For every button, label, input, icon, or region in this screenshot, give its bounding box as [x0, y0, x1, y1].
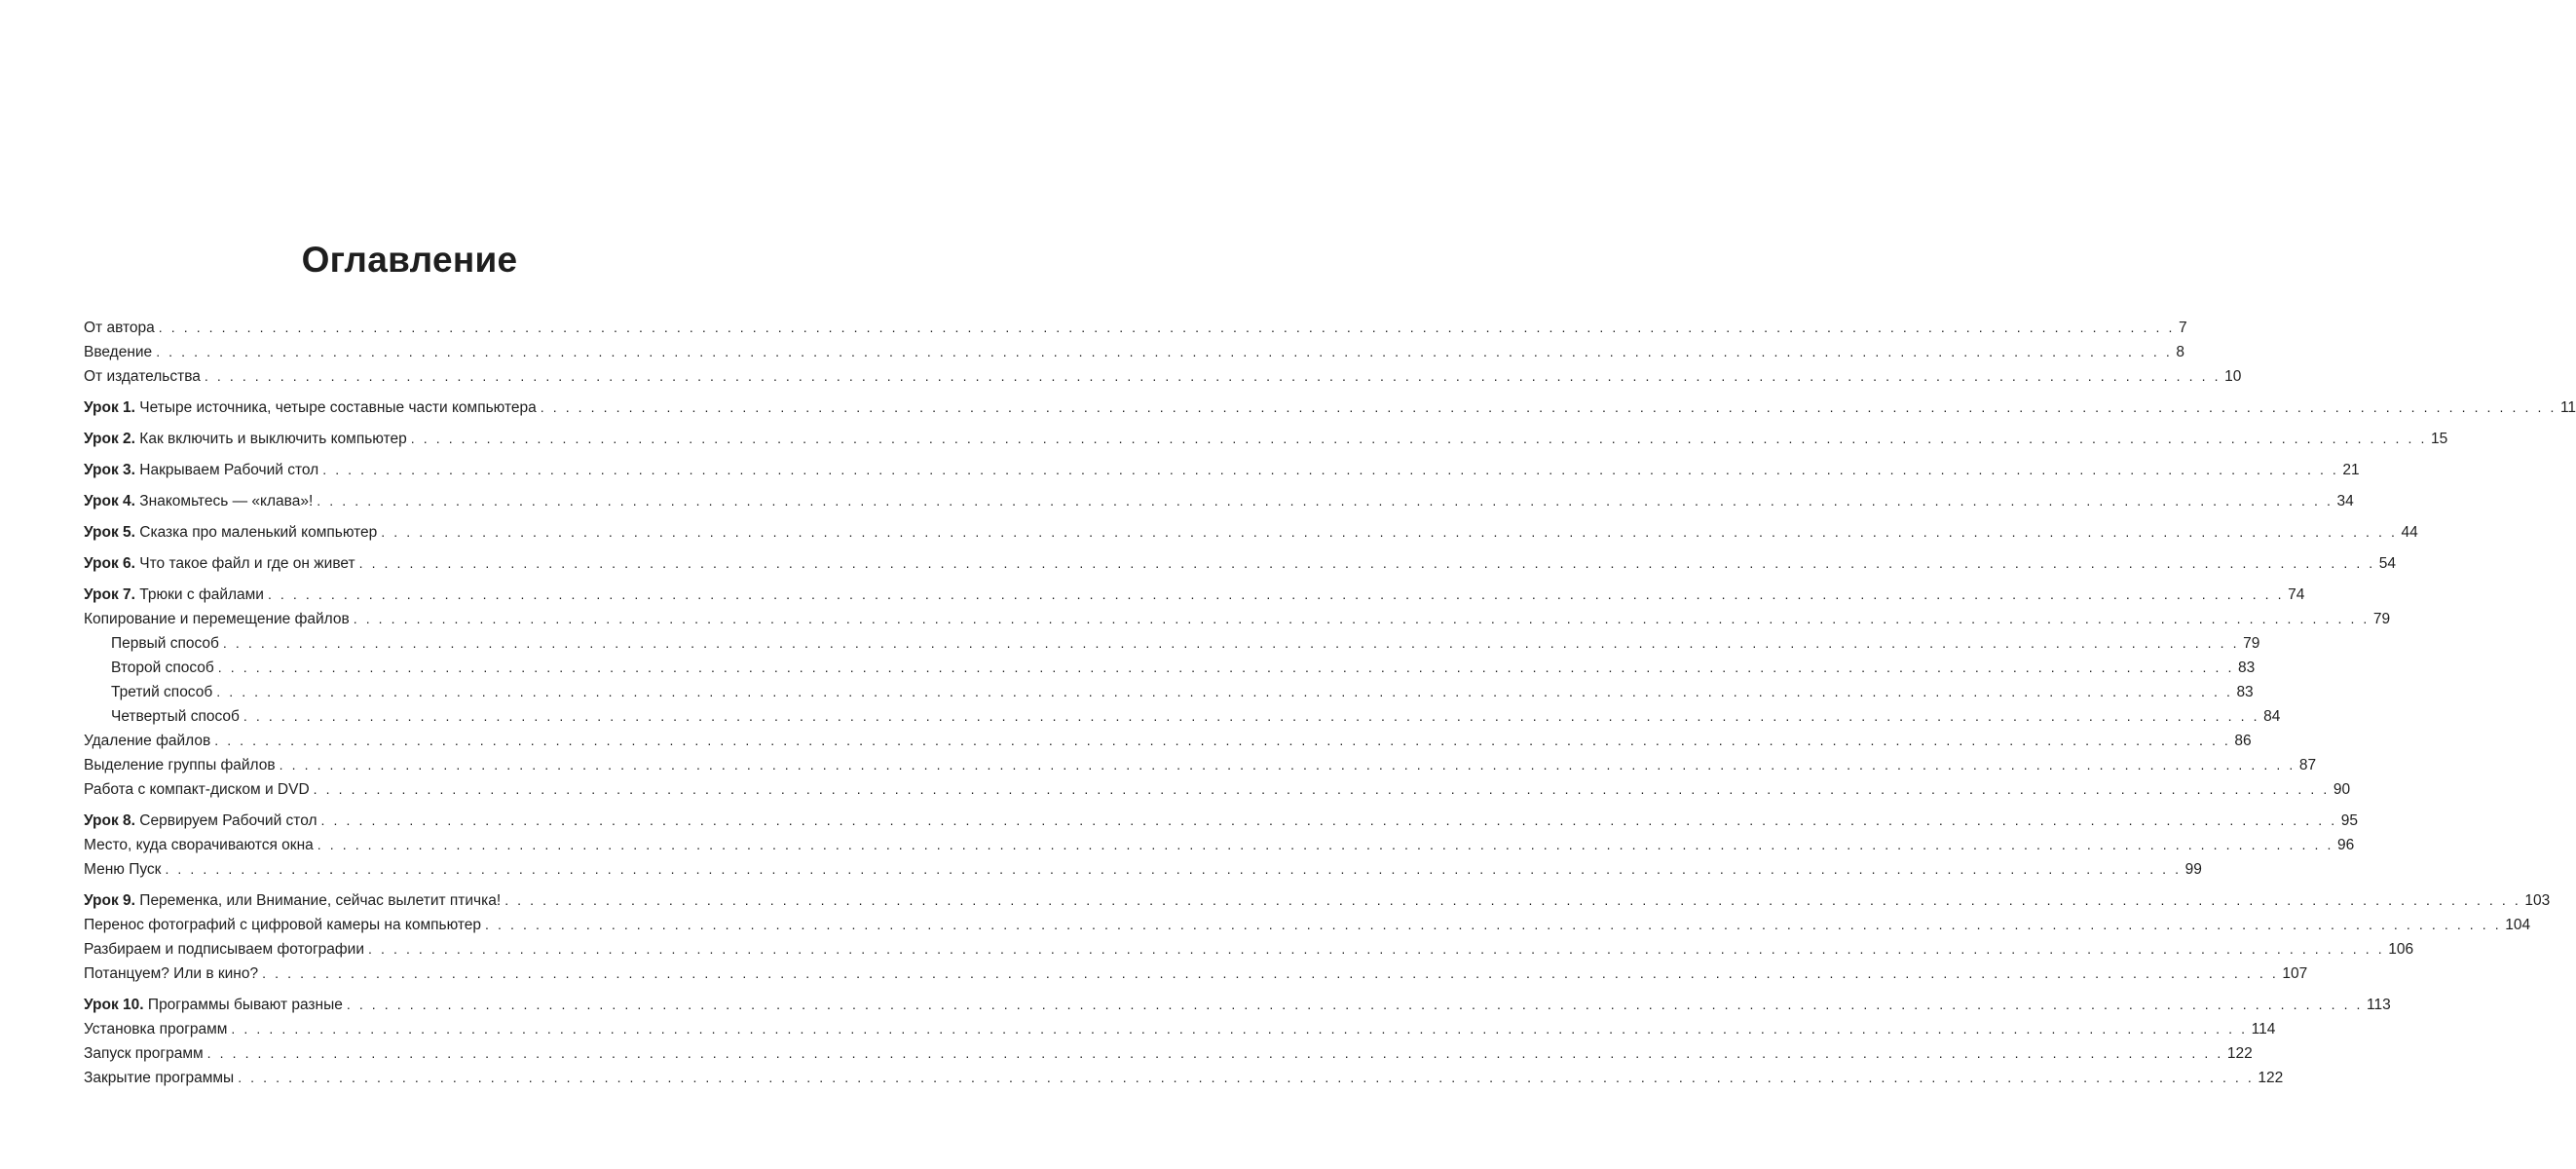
toc-page-number: 106 — [2388, 941, 2414, 958]
toc-page-number: 95 — [2340, 812, 2358, 829]
dot-leader: . . . . . . . . . . . . . . . . . . . . . . . . . . . . . . . . . . . . . . . . . . . . . . . . . . . . . . . . . . . . . . . . . . . . . . . . . . . . . . . . . . . . . . . . . . . . . . . . . . . . . . . . . . . . . . . . . . . . . . . . . . . . . . . . . . . . . . . . . . . . . . . . . . . . . . . . . . . . . . . . — [322, 462, 2339, 477]
dot-leader: . . . . . . . . . . . . . . . . . . . . . . . . . . . . . . . . . . . . . . . . . . . . . . . . . . . . . . . . . . . . . . . . . . . . . . . . . . . . . . . . . . . . . . . . . . . . . . . . . . . . . . . . . . . . . . . . . . . . . . . . . . . . . . . . . . . . . . . . . . . . . . . . . . . . . . . . . . . . . . . . — [262, 965, 2279, 981]
toc-section-entry[interactable] — [84, 962, 2308, 986]
toc-entry-text: Потанцуем? Или в кино? — [84, 965, 259, 982]
toc-entry-title — [84, 520, 377, 545]
toc-entry-title — [84, 753, 276, 777]
dot-leader: . . . . . . . . . . . . . . . . . . . . . . . . . . . . . . . . . . . . . . . . . . . . . . . . . . . . . . . . . . . . . . . . . . . . . . . . . . . . . . . . . . . . . . . . . . . . . . . . . . . . . . . . . . . . . . . . . . . . . . . . . . . . . . . . . . . . . . . . . . . . . . . . . . . . . . . . . . . . . . . . — [410, 431, 2427, 446]
dot-leader: . . . . . . . . . . . . . . . . . . . . . . . . . . . . . . . . . . . . . . . . . . . . . . . . . . . . . . . . . . . . . . . . . . . . . . . . . . . . . . . . . . . . . . . . . . . . . . . . . . . . . . . . . . . . . . . . . . . . . . . . . . . . . . . . . . . . . . . . . . . . . . . . . . . . . . . . . . . . . . . . — [165, 861, 2182, 877]
dot-leader: . . . . . . . . . . . . . . . . . . . . . . . . . . . . . . . . . . . . . . . . . . . . . . . . . . . . . . . . . . . . . . . . . . . . . . . . . . . . . . . . . . . . . . . . . . . . . . . . . . . . . . . . . . . . . . . . . . . . . . . . . . . . . . . . . . . . . . . . . . . . . . . . . . . . . . . . . . . . . . . . — [214, 733, 2231, 748]
toc-entry-text: Первый способ — [111, 635, 219, 652]
dot-leader: . . . . . . . . . . . . . . . . . . . . . . . . . . . . . . . . . . . . . . . . . . . . . . . . . . . . . . . . . . . . . . . . . . . . . . . . . . . . . . . . . . . . . . . . . . . . . . . . . . . . . . . . . . . . . . . . . . . . . . . . . . . . . . . . . . . . . . . . . . . . . . . . . . . . . . . . . . . . . . . . — [320, 812, 2337, 828]
toc-page-number: 34 — [2336, 493, 2354, 509]
toc-page-number: 90 — [2333, 781, 2351, 798]
toc-section-entry[interactable] — [84, 340, 2185, 364]
toc-entry-text: Четыре источника, четыре составные части компьютера — [139, 399, 537, 416]
toc-entry-title — [84, 551, 355, 576]
dot-leader: . . . . . . . . . . . . . . . . . . . . . . . . . . . . . . . . . . . . . . . . . . . . . . . . . . . . . . . . . . . . . . . . . . . . . . . . . . . . . . . . . . . . . . . . . . . . . . . . . . . . . . . . . . . . . . . . . . . . . . . . . . . . . . . . . . . . . . . . . . . . . . . . . . . . . . . . . . . . . . . . — [540, 399, 2557, 415]
toc-page-number: 74 — [2288, 586, 2305, 603]
toc-page-number: 79 — [2372, 611, 2391, 627]
toc-lesson-number: Урок 6. — [84, 555, 135, 572]
toc-entry-text: Второй способ — [111, 660, 214, 676]
toc-lesson-number: Урок 1. — [84, 399, 135, 416]
toc-entry-text: Четвертый способ — [111, 708, 240, 725]
dot-leader: . . . . . . . . . . . . . . . . . . . . . . . . . . . . . . . . . . . . . . . . . . . . . . . . . . . . . . . . . . . . . . . . . . . . . . . . . . . . . . . . . . . . . . . . . . . . . . . . . . . . . . . . . . . . . . . . . . . . . . . . . . . . . . . . . . . . . . . . . . . . . . . . . . . . . . . . . . . . . . . . — [243, 708, 2260, 724]
toc-lesson-entry[interactable] — [84, 489, 2354, 513]
dot-leader: . . . . . . . . . . . . . . . . . . . . . . . . . . . . . . . . . . . . . . . . . . . . . . . . . . . . . . . . . . . . . . . . . . . . . . . . . . . . . . . . . . . . . . . . . . . . . . . . . . . . . . . . . . . . . . . . . . . . . . . . . . . . . . . . . . . . . . . . . . . . . . . . . . . . . . . . . . . . . . . . — [346, 997, 2364, 1012]
toc-entry-text: Как включить и выключить компьютер — [139, 431, 407, 447]
toc-entry-title — [111, 704, 240, 729]
toc-entry-text: Место, куда сворачиваются окна — [84, 837, 314, 853]
dot-leader: . . . . . . . . . . . . . . . . . . . . . . . . . . . . . . . . . . . . . . . . . . . . . . . . . . . . . . . . . . . . . . . . . . . . . . . . . . . . . . . . . . . . . . . . . . . . . . . . . . . . . . . . . . . . . . . . . . . . . . . . . . . . . . . . . . . . . . . . . . . . . . . . . . . . . . . . . . . . . . . . — [206, 1045, 2223, 1061]
toc-entry-title — [84, 1017, 227, 1041]
toc-lesson-entry[interactable] — [84, 809, 2358, 833]
toc-entry-title — [84, 937, 364, 962]
toc-entry-text: Выделение группы файлов — [84, 757, 276, 773]
toc-entry-text: От издательства — [84, 368, 201, 385]
toc-page-number: 83 — [2237, 660, 2256, 676]
toc-entry-title — [84, 888, 501, 913]
toc-page-number: 103 — [2524, 892, 2551, 909]
toc-section-entry[interactable] — [84, 857, 2202, 882]
toc-page-number: 79 — [2243, 635, 2260, 652]
toc-entry-text: Разбираем и подписываем фотографии — [84, 941, 364, 958]
dot-leader: . . . . . . . . . . . . . . . . . . . . . . . . . . . . . . . . . . . . . . . . . . . . . . . . . . . . . . . . . . . . . . . . . . . . . . . . . . . . . . . . . . . . . . . . . . . . . . . . . . . . . . . . . . . . . . . . . . . . . . . . . . . . . . . . . . . . . . . . . . . . . . . . . . . . . . . . . . . . . . . . — [485, 917, 2502, 932]
toc-entry-text: Работа с компакт-диском и DVD — [84, 781, 310, 798]
toc-lesson-entry[interactable] — [84, 888, 2551, 913]
toc-lesson-number: Урок 4. — [84, 493, 135, 509]
toc-entry-title — [84, 993, 343, 1017]
toc-page-number: 87 — [2298, 757, 2317, 773]
toc-lesson-entry[interactable] — [84, 520, 2418, 545]
toc-lesson-number: Урок 3. — [84, 462, 135, 478]
toc-entry-title — [84, 396, 537, 420]
toc-entry-title — [84, 316, 155, 340]
toc-entry-text: Сказка про маленький компьютер — [139, 524, 378, 541]
toc-entry-title — [84, 962, 258, 986]
dot-leader: . . . . . . . . . . . . . . . . . . . . . . . . . . . . . . . . . . . . . . . . . . . . . . . . . . . . . . . . . . . . . . . . . . . . . . . . . . . . . . . . . . . . . . . . . . . . . . . . . . . . . . . . . . . . . . . . . . . . . . . . . . . . . . . . . . . . . . . . . . . . . . . . . . . . . . . . . . . . . . . . — [381, 524, 2398, 540]
toc-entry-title — [84, 777, 310, 802]
toc-entry-title — [84, 809, 317, 833]
toc-page-number: 122 — [2258, 1070, 2284, 1086]
toc-entry-title — [84, 607, 350, 631]
dot-leader: . . . . . . . . . . . . . . . . . . . . . . . . . . . . . . . . . . . . . . . . . . . . . . . . . . . . . . . . . . . . . . . . . . . . . . . . . . . . . . . . . . . . . . . . . . . . . . . . . . . . . . . . . . . . . . . . . . . . . . . . . . . . . . . . . . . . . . . . . . . . . . . . . . . . . . . . . . . . . . . . — [156, 344, 2173, 359]
toc-page-number: 84 — [2263, 708, 2281, 725]
toc-entry-text: Что такое файл и где он живет — [139, 555, 355, 572]
toc-subsection-entry[interactable] — [84, 631, 2260, 656]
toc-page-number: 15 — [2430, 431, 2448, 447]
toc-page-number: 44 — [2401, 524, 2418, 541]
page-title: Оглавление — [301, 240, 518, 280]
toc-lesson-number: Урок 10. — [84, 997, 144, 1013]
toc-page-number: 8 — [2176, 344, 2185, 360]
toc-entry-text: Запуск программ — [84, 1045, 204, 1062]
dot-leader: . . . . . . . . . . . . . . . . . . . . . . . . . . . . . . . . . . . . . . . . . . . . . . . . . . . . . . . . . . . . . . . . . . . . . . . . . . . . . . . . . . . . . . . . . . . . . . . . . . . . . . . . . . . . . . . . . . . . . . . . . . . . . . . . . . . . . . . . . . . . . . . . . . . . . . . . . . . . . . . . — [358, 555, 2375, 571]
toc-page-number: 54 — [2378, 555, 2397, 572]
toc-section-entry[interactable] — [84, 1041, 2253, 1066]
toc-entry-text: Сервируем Рабочий стол — [139, 812, 317, 829]
toc-entry-text: Перенос фотографий с цифровой камеры на компьютер — [84, 917, 482, 933]
toc-lesson-entry[interactable] — [84, 551, 2397, 576]
toc-entry-title — [111, 631, 219, 656]
toc-entry-title — [84, 1066, 234, 1090]
dot-leader: . . . . . . . . . . . . . . . . . . . . . . . . . . . . . . . . . . . . . . . . . . . . . . . . . . . . . . . . . . . . . . . . . . . . . . . . . . . . . . . . . . . . . . . . . . . . . . . . . . . . . . . . . . . . . . . . . . . . . . . . . . . . . . . . . . . . . . . . . . . . . . . . . . . . . . . . . . . . . . . . — [231, 1021, 2248, 1037]
toc-page-number: 21 — [2342, 462, 2360, 478]
toc-entry-title — [84, 857, 161, 882]
toc-lesson-entry[interactable] — [84, 396, 2576, 420]
toc-entry-title — [84, 489, 313, 513]
dot-leader: . . . . . . . . . . . . . . . . . . . . . . . . . . . . . . . . . . . . . . . . . . . . . . . . . . . . . . . . . . . . . . . . . . . . . . . . . . . . . . . . . . . . . . . . . . . . . . . . . . . . . . . . . . . . . . . . . . . . . . . . . . . . . . . . . . . . . . . . . . . . . . . . . . . . . . . . . . . . . . . . — [216, 684, 2233, 699]
toc-page-number: 83 — [2236, 684, 2254, 700]
table-of-contents — [84, 316, 2576, 1090]
toc-page-number: 113 — [2367, 997, 2391, 1013]
toc-section-entry[interactable] — [84, 753, 2317, 777]
toc-section-entry[interactable] — [84, 607, 2391, 631]
toc-entry-title — [84, 583, 264, 607]
toc-page-number: 96 — [2336, 837, 2355, 853]
dot-leader: . . . . . . . . . . . . . . . . . . . . . . . . . . . . . . . . . . . . . . . . . . . . . . . . . . . . . . . . . . . . . . . . . . . . . . . . . . . . . . . . . . . . . . . . . . . . . . . . . . . . . . . . . . . . . . . . . . . . . . . . . . . . . . . . . . . . . . . . . . . . . . . . . . . . . . . . . . . . . . . . — [504, 892, 2521, 908]
toc-page-number: 114 — [2251, 1021, 2276, 1037]
dot-leader: . . . . . . . . . . . . . . . . . . . . . . . . . . . . . . . . . . . . . . . . . . . . . . . . . . . . . . . . . . . . . . . . . . . . . . . . . . . . . . . . . . . . . . . . . . . . . . . . . . . . . . . . . . . . . . . . . . . . . . . . . . . . . . . . . . . . . . . . . . . . . . . . . . . . . . . . . . . . . . . . — [158, 320, 2175, 335]
toc-lesson-number: Урок 2. — [84, 431, 135, 447]
toc-entry-text: Программы бывают разные — [147, 997, 343, 1013]
toc-entry-text: Переменка, или Внимание, сейчас вылетит птичка! — [139, 892, 502, 909]
dot-leader: . . . . . . . . . . . . . . . . . . . . . . . . . . . . . . . . . . . . . . . . . . . . . . . . . . . . . . . . . . . . . . . . . . . . . . . . . . . . . . . . . . . . . . . . . . . . . . . . . . . . . . . . . . . . . . . . . . . . . . . . . . . . . . . . . . . . . . . . . . . . . . . . . . . . . . . . . . . . . . . . — [353, 611, 2370, 626]
toc-section-entry[interactable] — [84, 316, 2187, 340]
toc-entry-title — [84, 458, 318, 482]
toc-subsection-entry[interactable] — [84, 656, 2256, 680]
toc-page-number: 104 — [2505, 917, 2531, 933]
dot-leader: . . . . . . . . . . . . . . . . . . . . . . . . . . . . . . . . . . . . . . . . . . . . . . . . . . . . . . . . . . . . . . . . . . . . . . . . . . . . . . . . . . . . . . . . . . . . . . . . . . . . . . . . . . . . . . . . . . . . . . . . . . . . . . . . . . . . . . . . . . . . . . . . . . . . . . . . . . . . . . . . — [368, 941, 2385, 957]
toc-entry-text: Знакомьтесь — «клава»! — [139, 493, 314, 509]
toc-section-entry[interactable] — [84, 937, 2414, 962]
toc-entry-text: Введение — [84, 344, 153, 360]
toc-entry-text: Третий способ — [111, 684, 213, 700]
dot-leader: . . . . . . . . . . . . . . . . . . . . . . . . . . . . . . . . . . . . . . . . . . . . . . . . . . . . . . . . . . . . . . . . . . . . . . . . . . . . . . . . . . . . . . . . . . . . . . . . . . . . . . . . . . . . . . . . . . . . . . . . . . . . . . . . . . . . . . . . . . . . . . . . . . . . . . . . . . . . . . . . — [267, 586, 2285, 602]
toc-section-entry[interactable] — [84, 777, 2351, 802]
toc-entry-text: Трюки с файлами — [139, 586, 264, 603]
toc-lesson-number: Урок 5. — [84, 524, 135, 541]
toc-lesson-entry[interactable] — [84, 993, 2391, 1017]
toc-entry-title — [84, 913, 481, 937]
dot-leader: . . . . . . . . . . . . . . . . . . . . . . . . . . . . . . . . . . . . . . . . . . . . . . . . . . . . . . . . . . . . . . . . . . . . . . . . . . . . . . . . . . . . . . . . . . . . . . . . . . . . . . . . . . . . . . . . . . . . . . . . . . . . . . . . . . . . . . . . . . . . . . . . . . . . . . . . . . . . . . . . — [313, 781, 2330, 797]
toc-page-number: 86 — [2234, 733, 2252, 749]
toc-entry-text: От автора — [84, 320, 155, 336]
dot-leader: . . . . . . . . . . . . . . . . . . . . . . . . . . . . . . . . . . . . . . . . . . . . . . . . . . . . . . . . . . . . . . . . . . . . . . . . . . . . . . . . . . . . . . . . . . . . . . . . . . . . . . . . . . . . . . . . . . . . . . . . . . . . . . . . . . . . . . . . . . . . . . . . . . . . . . . . . . . . . . . . — [238, 1070, 2255, 1085]
toc-section-entry[interactable] — [84, 833, 2355, 857]
toc-section-entry[interactable] — [84, 1017, 2276, 1041]
toc-section-entry[interactable] — [84, 913, 2531, 937]
toc-page-number: 7 — [2178, 320, 2187, 336]
toc-page-number: 10 — [2224, 368, 2242, 385]
toc-entry-text: Меню Пуск — [84, 861, 162, 878]
toc-page-number: 11 — [2559, 399, 2576, 416]
toc-entry-title — [84, 364, 201, 389]
dot-leader: . . . . . . . . . . . . . . . . . . . . . . . . . . . . . . . . . . . . . . . . . . . . . . . . . . . . . . . . . . . . . . . . . . . . . . . . . . . . . . . . . . . . . . . . . . . . . . . . . . . . . . . . . . . . . . . . . . . . . . . . . . . . . . . . . . . . . . . . . . . . . . . . . . . . . . . . . . . . . . . . — [204, 368, 2221, 384]
toc-page-number: 122 — [2226, 1045, 2253, 1062]
dot-leader: . . . . . . . . . . . . . . . . . . . . . . . . . . . . . . . . . . . . . . . . . . . . . . . . . . . . . . . . . . . . . . . . . . . . . . . . . . . . . . . . . . . . . . . . . . . . . . . . . . . . . . . . . . . . . . . . . . . . . . . . . . . . . . . . . . . . . . . . . . . . . . . . . . . . . . . . . . . . . . . . — [217, 660, 2234, 675]
toc-subsection-entry[interactable] — [84, 680, 2254, 704]
toc-entry-title — [84, 340, 152, 364]
toc-entry-text: Установка программ — [84, 1021, 228, 1037]
dot-leader: . . . . . . . . . . . . . . . . . . . . . . . . . . . . . . . . . . . . . . . . . . . . . . . . . . . . . . . . . . . . . . . . . . . . . . . . . . . . . . . . . . . . . . . . . . . . . . . . . . . . . . . . . . . . . . . . . . . . . . . . . . . . . . . . . . . . . . . . . . . . . . . . . . . . . . . . . . . . . . . . — [317, 493, 2333, 509]
toc-entry-title — [84, 729, 210, 753]
dot-leader: . . . . . . . . . . . . . . . . . . . . . . . . . . . . . . . . . . . . . . . . . . . . . . . . . . . . . . . . . . . . . . . . . . . . . . . . . . . . . . . . . . . . . . . . . . . . . . . . . . . . . . . . . . . . . . . . . . . . . . . . . . . . . . . . . . . . . . . . . . . . . . . . . . . . . . . . . . . . . . . . — [279, 757, 2296, 773]
toc-page-number: 107 — [2282, 965, 2308, 982]
toc-entry-title — [84, 833, 314, 857]
toc-entry-text: Удаление файлов — [84, 733, 211, 749]
dot-leader: . . . . . . . . . . . . . . . . . . . . . . . . . . . . . . . . . . . . . . . . . . . . . . . . . . . . . . . . . . . . . . . . . . . . . . . . . . . . . . . . . . . . . . . . . . . . . . . . . . . . . . . . . . . . . . . . . . . . . . . . . . . . . . . . . . . . . . . . . . . . . . . . . . . . . . . . . . . . . . . . — [222, 635, 2240, 651]
toc-entry-title — [84, 427, 407, 451]
toc-lesson-number: Урок 7. — [84, 586, 135, 603]
dot-leader: . . . . . . . . . . . . . . . . . . . . . . . . . . . . . . . . . . . . . . . . . . . . . . . . . . . . . . . . . . . . . . . . . . . . . . . . . . . . . . . . . . . . . . . . . . . . . . . . . . . . . . . . . . . . . . . . . . . . . . . . . . . . . . . . . . . . . . . . . . . . . . . . . . . . . . . . . . . . . . . . — [317, 837, 2333, 852]
toc-subsection-entry[interactable] — [84, 704, 2281, 729]
toc-lesson-number: Урок 9. — [84, 892, 135, 909]
toc-section-entry[interactable] — [84, 364, 2242, 389]
toc-entry-text: Копирование и перемещение файлов — [84, 611, 350, 627]
toc-lesson-entry[interactable] — [84, 583, 2305, 607]
toc-entry-text: Закрытие программы — [84, 1070, 235, 1086]
toc-entry-title — [111, 680, 212, 704]
toc-section-entry[interactable] — [84, 1066, 2284, 1090]
toc-entry-text: Накрываем Рабочий стол — [139, 462, 319, 478]
toc-entry-title — [111, 656, 214, 680]
toc-lesson-entry[interactable] — [84, 427, 2448, 451]
toc-lesson-number: Урок 8. — [84, 812, 135, 829]
toc-section-entry[interactable] — [84, 729, 2252, 753]
toc-lesson-entry[interactable] — [84, 458, 2360, 482]
toc-page-number: 99 — [2184, 861, 2202, 878]
toc-entry-title — [84, 1041, 204, 1066]
